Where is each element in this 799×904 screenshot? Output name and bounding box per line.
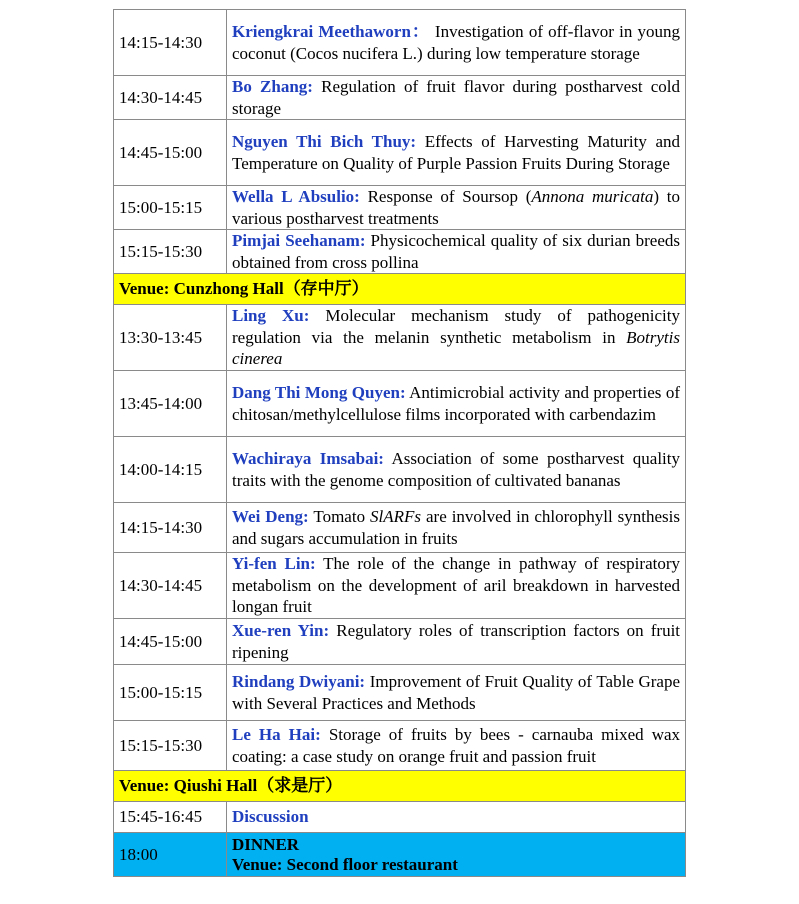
talk-cell bbox=[227, 553, 686, 619]
time-cell: 18:00 bbox=[114, 833, 227, 877]
time-cell: 14:00-14:15 bbox=[114, 437, 227, 503]
time-cell: 15:15-15:30 bbox=[114, 721, 227, 771]
table-row bbox=[114, 721, 686, 771]
table-row bbox=[114, 553, 686, 619]
talk-title-italic: Annona muricata bbox=[531, 187, 654, 206]
venue-cunzhong-label: Venue: Cunzhong Hall（存中厅） bbox=[114, 274, 686, 305]
talk-title-pre: Response of Soursop ( bbox=[367, 187, 532, 206]
talk-title: Physicochemical quality of six durian breeds obtained from cross pollina bbox=[232, 231, 681, 272]
speaker-name: Pimjai Seehanam: bbox=[232, 231, 366, 250]
table-row bbox=[114, 186, 686, 230]
talk-title: Association of some postharvest quality traits with the genome composition of cultivated bananas bbox=[232, 449, 681, 490]
time-cell: 13:30-13:45 bbox=[114, 305, 227, 371]
table-row bbox=[114, 76, 686, 120]
talk-title-italic: Botrytis cinerea bbox=[232, 327, 680, 369]
speaker-name: Yi-fen Lin: bbox=[232, 554, 316, 574]
talk-title: The role of the change in pathway of respiratory metabolism on the development of aril breakdown in harvested longan fruit bbox=[232, 554, 680, 617]
speaker-name: Kriengkrai Meethaworn： bbox=[232, 22, 430, 41]
table-row bbox=[114, 10, 686, 76]
talk-cell bbox=[227, 503, 686, 553]
speaker-name: Le Ha Hai: bbox=[232, 725, 321, 744]
speaker-name: Bo Zhang: bbox=[232, 77, 313, 96]
time-cell: 14:15-14:30 bbox=[114, 10, 227, 76]
talk-cell bbox=[227, 305, 686, 371]
time-cell: 14:45-15:00 bbox=[114, 619, 227, 665]
talk-title-post: ) to various postharvest treatments bbox=[232, 187, 680, 228]
speaker-name: Wei Deng: bbox=[232, 507, 309, 526]
time-cell: 14:15-14:30 bbox=[114, 503, 227, 553]
talk-title: Storage of fruits by bees - carnauba mixed wax coating: a case study on orange fruit and passion fruit bbox=[232, 725, 681, 766]
talk-title-pre: Molecular mechanism study of pathogenicity regulation via the melanin synthetic metabolism in bbox=[232, 306, 680, 347]
speaker-name: Rindang Dwiyani: bbox=[232, 672, 366, 691]
talk-title: Investigation of off-flavor in young coconut (Cocos nucifera L.) during low temperature storage bbox=[232, 22, 680, 63]
talk-title-post: are involved in chlorophyll synthesis and sugars accumulation in fruits bbox=[232, 507, 680, 548]
table-row bbox=[114, 305, 686, 371]
dinner-row bbox=[114, 833, 686, 877]
speaker-name: Nguyen Thi Bich Thuy: bbox=[232, 132, 417, 151]
talk-cell bbox=[227, 619, 686, 665]
time-cell: 14:30-14:45 bbox=[114, 553, 227, 619]
talk-cell bbox=[227, 230, 686, 274]
table-row bbox=[114, 802, 686, 833]
talk-cell bbox=[227, 186, 686, 230]
talk-title: Antimicrobial activity and properties of chitosan/methylcellulose films incorporated with carbendazim bbox=[232, 383, 680, 424]
table-row bbox=[114, 619, 686, 665]
dinner-venue: Venue: Second floor restaurant bbox=[232, 854, 458, 874]
table-row bbox=[114, 230, 686, 274]
table-row bbox=[114, 665, 686, 721]
table-row bbox=[114, 503, 686, 553]
schedule-table bbox=[113, 9, 686, 877]
table-row bbox=[114, 437, 686, 503]
dinner-label: DINNER bbox=[232, 834, 300, 854]
time-cell: 15:00-15:15 bbox=[114, 665, 227, 721]
speaker-name: Wella L Absulio: bbox=[232, 187, 360, 206]
talk-cell bbox=[227, 120, 686, 186]
time-cell: 13:45-14:00 bbox=[114, 371, 227, 437]
talk-title-pre: Tomato bbox=[313, 507, 371, 526]
talk-title: Regulation of fruit flavor during postharvest cold storage bbox=[232, 77, 681, 118]
speaker-name: Wachiraya Imsabai: bbox=[232, 449, 384, 468]
venue-row bbox=[114, 771, 686, 802]
talk-title: Effects of Harvesting Maturity and Temperature on Quality of Purple Passion Fruits During Storage bbox=[232, 132, 681, 173]
talk-title: Improvement of Fruit Quality of Table Grape with Several Practices and Methods bbox=[232, 672, 681, 713]
time-cell: 14:30-14:45 bbox=[114, 76, 227, 120]
speaker-name: Xue-ren Yin: bbox=[232, 621, 330, 640]
venue-row bbox=[114, 274, 686, 305]
speaker-name: Ling Xu: bbox=[232, 306, 310, 326]
talk-title: Regulatory roles of transcription factors on fruit ripening bbox=[232, 621, 681, 662]
talk-cell bbox=[227, 665, 686, 721]
venue-qiushi-label: Venue: Qiushi Hall（求是厅） bbox=[114, 771, 686, 802]
discussion-label: Discussion bbox=[232, 807, 309, 827]
time-cell: 15:45-16:45 bbox=[114, 802, 227, 833]
talk-cell bbox=[227, 371, 686, 437]
talk-cell bbox=[227, 76, 686, 120]
table-row bbox=[114, 371, 686, 437]
time-cell: 15:00-15:15 bbox=[114, 186, 227, 230]
time-cell: 15:15-15:30 bbox=[114, 230, 227, 274]
talk-cell bbox=[227, 721, 686, 771]
table-row bbox=[114, 120, 686, 186]
discussion-cell bbox=[227, 802, 686, 833]
speaker-name: Dang Thi Mong Quyen: bbox=[232, 383, 406, 402]
time-cell: 14:45-15:00 bbox=[114, 120, 227, 186]
talk-title-italic: SlARFs bbox=[370, 507, 422, 526]
talk-cell bbox=[227, 10, 686, 76]
talk-cell bbox=[227, 437, 686, 503]
dinner-cell bbox=[227, 833, 686, 877]
